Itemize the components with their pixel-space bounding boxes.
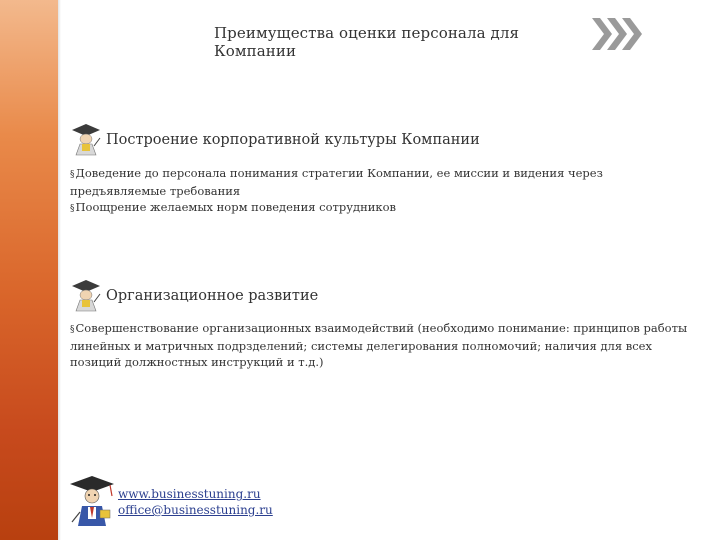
slide-title: Преимущества оценки персонала для Компании (214, 24, 520, 60)
graduate-mascot-icon (64, 474, 118, 528)
contact-links (118, 486, 273, 518)
left-accent-band (0, 0, 58, 540)
bullet-item: § Поощрение желаемых норм поведения сотрудников (70, 199, 700, 217)
website-link[interactable]: www.businesstuning.ru (118, 487, 261, 501)
teacher-figure-icon (68, 280, 102, 312)
section-heading-label: Организационное развитие (106, 288, 319, 304)
chevrons-icon (592, 14, 642, 54)
bullet-item: § Совершенствование организационных взаимодействий (необходимо понимание: принципов работы линейных и матричных подрзделений; системы делегирования полномочий; наличия для всех позиций должностных инструкций и т.д.) (70, 320, 700, 370)
section-bullets-corporate-culture (70, 165, 700, 217)
bullet-item: § Доведение до персонала понимания стратегии Компании, ее миссии и видения через предъявляемые требования (70, 165, 700, 199)
teacher-figure-icon (68, 124, 102, 156)
section-heading-org-development (68, 280, 318, 312)
section-bullets-org-development (70, 320, 700, 370)
section-heading-corporate-culture (68, 124, 480, 156)
email-link[interactable]: office@businesstuning.ru (118, 503, 273, 517)
section-heading-label: Построение корпоративной культуры Компании (106, 132, 480, 148)
